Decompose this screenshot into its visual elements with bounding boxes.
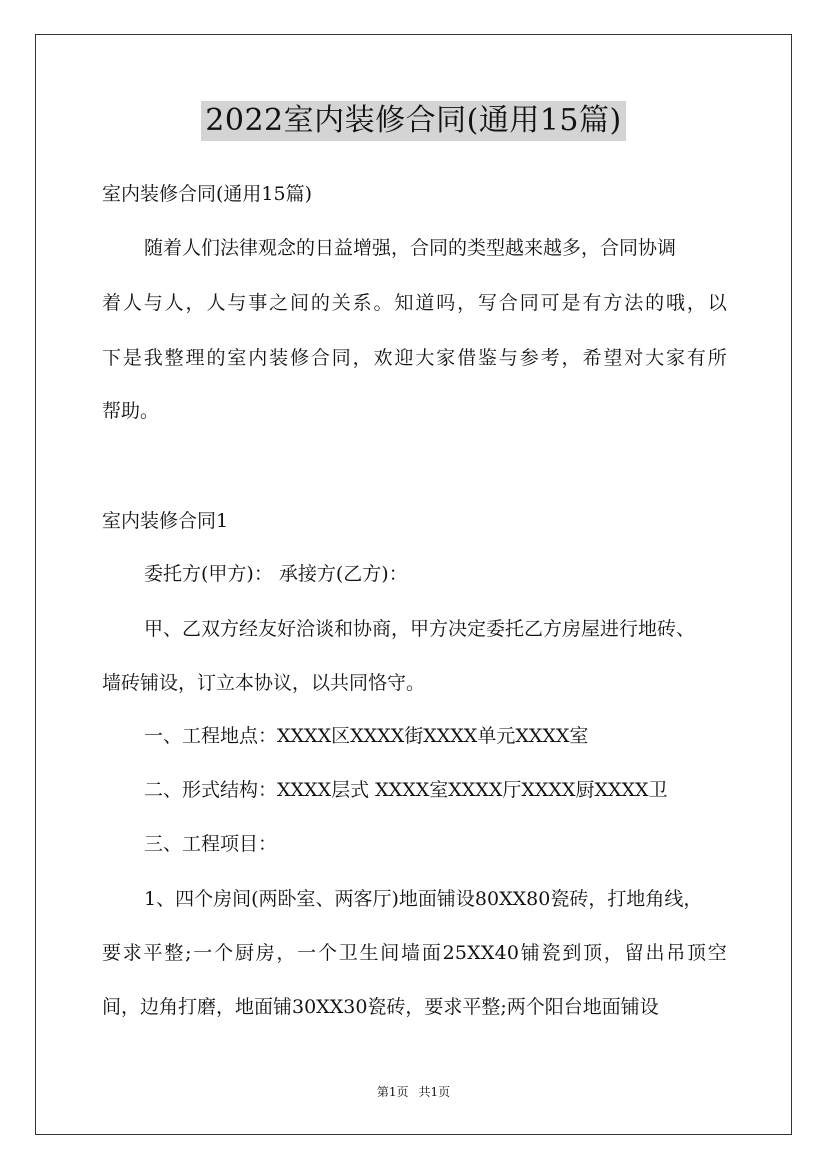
project-detail-line-1: 1、四个房间(两卧室、两客厅)地面铺设80XX80瓷砖，打地角线， <box>144 888 703 910</box>
item-project: 三、工程项目： <box>144 833 278 855</box>
page-total: 共1页 <box>418 1085 451 1099</box>
item-structure: 二、形式结构：XXXX层式 XXXX室XXXX厅XXXX厨XXXX卫 <box>144 779 668 801</box>
intro-line-2-text: 着人与人，人与事之间的关系。知道吗，写合同可是有方法的哦，以 <box>102 292 727 314</box>
project-detail-line-3: 间，边角打磨，地面铺30XX30瓷砖，要求平整;两个阳台地面铺设 <box>102 996 659 1018</box>
intro-line-3-text: 下是我整理的室内装修合同，欢迎大家借鉴与参考，希望对大家有所 <box>102 347 727 369</box>
agreement-line-2: 墙砖铺设，订立本协议，以共同恪守。 <box>102 672 426 694</box>
intro-line-1: 随着人们法律观念的日益增强，合同的类型越来越多，合同协调 <box>144 237 677 259</box>
document-title: 2022室内装修合同(通用15篇) <box>201 101 625 141</box>
project-detail-line-2-text: 要求平整;一个厨房，一个卫生间墙面25XX40铺瓷到顶，留出吊顶空 <box>102 942 727 964</box>
section-heading: 室内装修合同1 <box>102 510 229 532</box>
page-footer <box>0 1084 827 1100</box>
parties-line: 委托方(甲方)： 承接方(乙方)： <box>144 563 408 585</box>
page-number: 第1页 <box>376 1085 409 1099</box>
agreement-line-1: 甲、乙双方经友好洽谈和协商，甲方决定委托乙方房屋进行地砖、 <box>144 618 696 640</box>
title-container <box>0 101 827 141</box>
item-location: 一、工程地点：XXXX区XXXX街XXXX单元XXXX室 <box>144 725 589 747</box>
intro-line-3 <box>102 344 727 372</box>
intro-line-2 <box>102 289 727 317</box>
document-subtitle: 室内装修合同(通用15篇) <box>102 183 313 205</box>
project-detail-line-2 <box>102 939 727 967</box>
intro-line-4: 帮助。 <box>102 400 160 422</box>
